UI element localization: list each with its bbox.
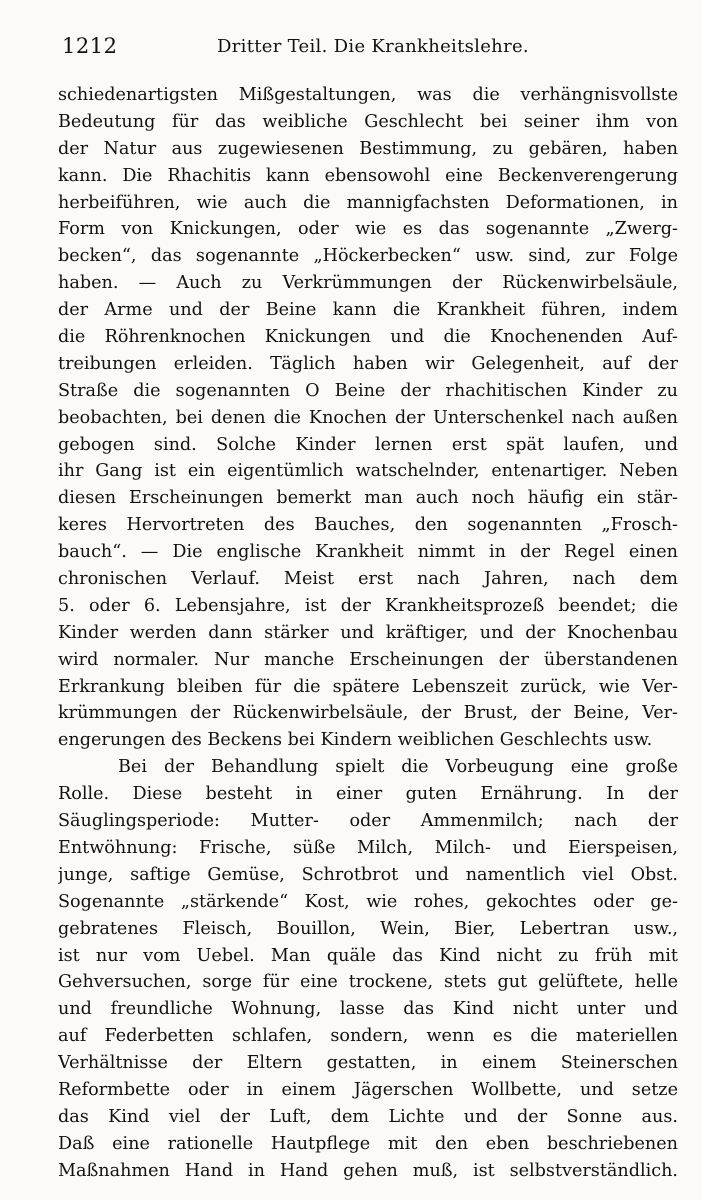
text-line: der Natur aus zugewiesenen Bestimmung, zu gebären, haben <box>58 138 678 159</box>
text-line: Straße die sogenannten O Beine der rhachitischen Kinder zu <box>58 380 678 401</box>
text-line: das Kind viel der Luft, dem Lichte und der Sonne aus. <box>58 1106 678 1127</box>
running-title: Dritter Teil. Die Krankheitslehre. <box>217 36 529 57</box>
text-line: auf Federbetten schlafen, sondern, wenn es die materiellen <box>58 1026 678 1047</box>
text-line: gebogen sind. Solche Kinder lernen erst spät laufen, und <box>58 434 678 455</box>
text-line: engerungen des Beckens bei Kindern weiblichen Geschlechts usw. <box>58 730 653 751</box>
page-header <box>62 34 662 64</box>
text-line: Sogenannte „stärkende“ Kost, wie rohes, gekochtes oder ge- <box>58 891 678 912</box>
text-line: Säuglingsperiode: Mutter- oder Ammenmilch; nach der <box>58 811 678 832</box>
text-line: Reformbette oder in einem Jägerschen Wollbette, und setze <box>58 1079 678 1100</box>
text-line: gebratenes Fleisch, Bouillon, Wein, Bier, Lebertran usw., <box>58 918 678 939</box>
text-line: Entwöhnung: Frische, süße Milch, Milch- und Eierspeisen, <box>58 837 678 858</box>
text-line: diesen Erscheinungen bemerkt man auch noch häufig ein stär- <box>58 488 678 509</box>
text-line: wird normaler. Nur manche Erscheinungen der überstandenen <box>58 649 678 670</box>
text-line: die Röhrenknochen Knickungen und die Knochenenden Auf- <box>58 327 678 348</box>
text-line: krümmungen der Rückenwirbelsäule, der Brust, der Beine, Ver- <box>58 703 678 724</box>
body-text <box>58 82 678 1185</box>
text-line: kann. Die Rhachitis kann ebensowohl eine Beckenverengerung <box>58 165 678 186</box>
text-line: beobachten, bei denen die Knochen der Unterschenkel nach außen <box>58 407 678 428</box>
text-line: Daß eine rationelle Hautpflege mit den eben beschriebenen <box>58 1133 678 1154</box>
text-line: becken“, das sogenannte „Höckerbecken“ usw. sind, zur Folge <box>58 246 678 267</box>
text-line: Form von Knickungen, oder wie es das sogenannte „Zwerg- <box>58 219 678 240</box>
text-line: ist nur vom Uebel. Man quäle das Kind nicht zu früh mit <box>58 945 678 966</box>
text-line: Rolle. Diese besteht in einer guten Ernährung. In der <box>58 784 678 805</box>
text-line: und freundliche Wohnung, lasse das Kind nicht unter und <box>58 999 678 1020</box>
text-line: ihr Gang ist ein eigentümlich watschelnder, entenartiger. Neben <box>58 461 678 482</box>
text-line: Kinder werden dann stärker und kräftiger, und der Knochenbau <box>58 622 678 643</box>
text-line: Gehversuchen, sorge für eine trockene, stets gut gelüftete, helle <box>58 972 678 993</box>
text-line: Erkrankung bleiben für die spätere Lebenszeit zurück, wie Ver- <box>58 676 678 697</box>
text-line: bauch“. — Die englische Krankheit nimmt in der Regel einen <box>58 542 678 563</box>
text-line: Bedeutung für das weibliche Geschlecht bei seiner ihm von <box>58 111 678 132</box>
text-line: keres Hervortreten des Bauches, den sogenannten „Frosch- <box>58 515 678 536</box>
text-line: Maßnahmen Hand in Hand gehen muß, ist selbstverständlich. <box>58 1160 678 1181</box>
text-line: herbeiführen, wie auch die mannigfachsten Deformationen, in <box>58 192 678 213</box>
text-line: junge, saftige Gemüse, Schrotbrot und namentlich viel Obst. <box>58 864 678 885</box>
text-line: der Arme und der Beine kann die Krankheit führen, indem <box>58 300 678 321</box>
text-line: haben. — Auch zu Verkrümmungen der Rückenwirbelsäule, <box>58 273 678 294</box>
page-number: 1212 <box>62 34 118 58</box>
text-line: Bei der Behandlung spielt die Vorbeugung eine große <box>118 757 678 778</box>
text-line: 5. oder 6. Lebensjahre, ist der Krankheitsprozeß beendet; die <box>58 595 678 616</box>
text-line: Verhältnisse der Eltern gestatten, in einem Steinerschen <box>58 1053 678 1074</box>
text-line: chronischen Verlauf. Meist erst nach Jahren, nach dem <box>58 569 678 590</box>
text-line: treibungen erleiden. Täglich haben wir Gelegenheit, auf der <box>58 353 678 374</box>
text-line: schiedenartigsten Mißgestaltungen, was die verhängnisvollste <box>58 85 678 105</box>
